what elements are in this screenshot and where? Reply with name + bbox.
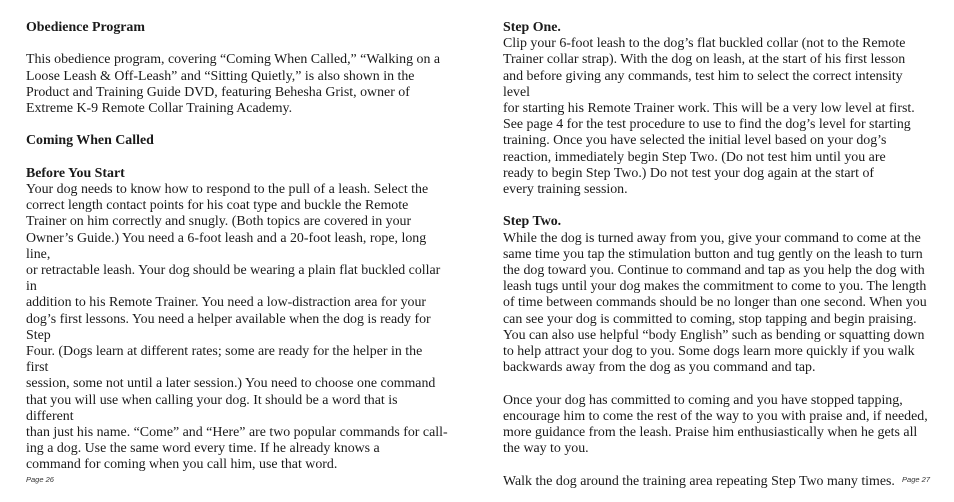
page-number-left: Page 26 [26,475,54,484]
right-page-text [503,20,933,490]
left-page-text [26,20,448,474]
page-number-right: Page 27 [902,475,930,484]
spacer [26,117,448,133]
subheading-before-you-start: Before You Start [26,165,125,181]
program-title: Obedience Program [26,20,145,35]
spacer [26,150,448,166]
spacer [26,36,448,52]
spacer [503,198,933,214]
step-two-final-paragraph: Walk the dog around the training area repeating Step Two many times. [503,473,895,489]
spacer [503,457,933,473]
step-two-followup-paragraph: Once your dog has committed to coming and you have stopped tapping, encourage him to come the rest of the way to you with praise and, if needed, more guidance from the leash. Praise him enthusiastically when he gets all the way to you. [503,392,928,457]
step-one-heading: Step One. [503,20,561,35]
right-page [477,0,954,502]
step-two-paragraph: While the dog is turned away from you, give your command to come at the same time you tap the stimulation button and tug gently on the leash to turn the dog toward you. Continue to command and tap as you help the dog with leash tugs until your dog makes the commitment to come to you. The length of time between commands should be no longer than one second. When you can see your dog is committed to coming, stop tapping and begin praising. You can also use helpful “body English” such as bending or squatting down to help attract your dog to you. Some dogs learn more quickly if you walk backwards away from the dog as you command and tap. [503,230,927,376]
section-heading: Coming When Called [26,133,154,149]
intro-paragraph: This obedience program, covering “Coming When Called,” “Walking on a Loose Leash & Off-Leash” and “Sitting Quietly,” is also shown in the Product and Training Guide DVD, featuring Behesha Grist, owner of Extreme K-9 Remote Collar Training Academy. [26,52,441,116]
step-two-heading: Step Two. [503,214,562,230]
spacer [503,376,933,392]
step-one-paragraph: Clip your 6-foot leash to the dog’s flat buckled collar (not to the Remote Trainer collar strap). With the dog on leash, at the start of his first lesson and before giving any commands, test him to select the correct intensity level for starting his Remote Trainer work. This will be a very low level at first. See page 4 for the test procedure to use to find the dog’s level for starting training. Once you have selected the initial level based on your dog’s reaction, immediately begin Step Two. (Do not test him until you are ready to begin Step Two.) Do not test your dog again at the start of every training session. [503,36,915,198]
before-you-start-paragraph: Your dog needs to know how to respond to the pull of a leash. Select the correct length contact points for his coat type and buckle the Remote Trainer on him correctly and snugly. (Both topics are covered in your Owner’s Guide.) You need a 6-foot leash and a 20-foot leash, rope, long line, or retractable leash. Your dog should be wearing a plain flat buckled collar in addition to his Remote Trainer. You need a low-distraction area for your dog’s first lessons. You need a helper available when the dog is ready for Step Four. (Dogs learn at different rates; some are ready for the helper in the first session, some not until a later session.) You need to choose one command that you will use when calling your dog. It should be a word that is different than just his name. “Come” and “Here” are two popular commands for call- ing a dog. Use the same word every time. If he already knows a command for coming when you call him, use that word. [26,181,448,473]
